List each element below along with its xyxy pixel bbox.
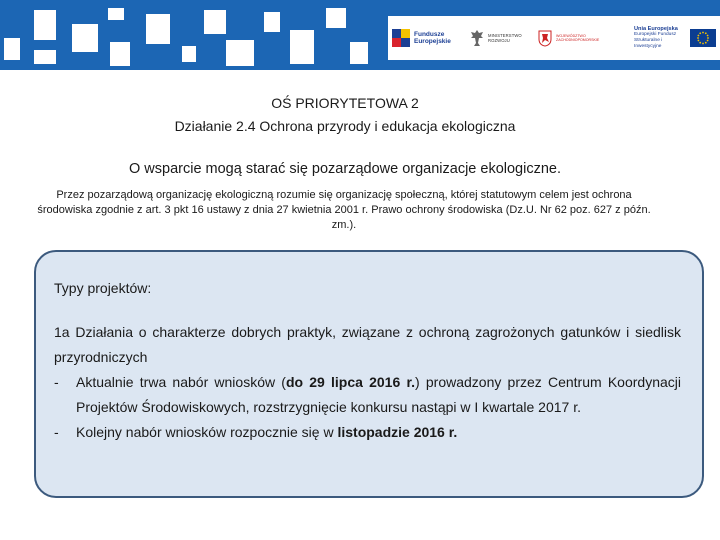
decor-square <box>226 40 254 66</box>
decor-square <box>204 10 226 34</box>
decor-square <box>110 42 130 66</box>
decor-square <box>72 24 98 52</box>
bullet2-pre: Kolejny nabór wniosków rozpocznie się w <box>76 424 338 440</box>
unia-sub-line-2: Strukturalne i Inwestycyjne <box>634 38 663 49</box>
wojewodztwo-line-2: ZACHODNIOPOMORSKIE <box>556 38 600 42</box>
decor-square <box>182 46 196 62</box>
support-highlight: pozarządowe organizacje ekologiczne <box>311 161 557 177</box>
header-banner <box>0 0 720 70</box>
logo-strip <box>388 16 720 60</box>
bullet1-post: ) prowadzony przez Centrum Koordynacji Projektów Środowiskowych, rozstrzygnięcie konkursu nastąpi w I kwartale 2017 r. <box>76 374 681 415</box>
wojewodztwo-logo <box>538 16 628 60</box>
decor-square <box>350 42 368 64</box>
project-types-box <box>34 250 704 498</box>
unia-sub-line-1: Europejski Fundusz <box>634 32 677 38</box>
decor-square <box>264 12 280 32</box>
ministerstwo-line-2: ROZWOJU <box>488 38 510 43</box>
bullet-dash: - <box>54 424 59 440</box>
fundusze-star-icon <box>392 29 410 47</box>
support-line <box>0 160 690 178</box>
decor-square <box>108 8 124 20</box>
polish-eagle-icon <box>470 29 484 47</box>
bullet-item <box>54 370 681 420</box>
ministerstwo-line-1: MINISTERSTWO <box>488 32 522 38</box>
decor-square <box>34 50 56 64</box>
types-label: Typy projektów: <box>54 280 152 296</box>
griffin-shield-icon <box>538 30 552 47</box>
bullet1-pre: Aktualnie trwa nabór wniosków ( <box>76 374 286 390</box>
ministerstwo-rozwoju-logo <box>470 16 534 60</box>
bullet-item <box>54 420 681 445</box>
bullet1-deadline: do 29 lipca 2016 r. <box>285 374 416 390</box>
bullet2-date: listopadzie 2016 r. <box>337 424 458 440</box>
definition-text: Przez pozarządową organizację ekologiczną rozumie się organizację społeczną, której statutowym celem jest ochrona środowiska zgodnie z art. 3 pkt 16 ustawy z dnia 27 kwietnia 2001 r. Prawo ochrony środowiska (Dz.U. Nr 62 poz. 627 z późn. zm.). <box>37 189 651 231</box>
fundusze-europejskie-logo <box>392 16 458 60</box>
fundusze-line-1: Fundusze <box>414 31 445 38</box>
eu-flag-icon <box>690 29 716 47</box>
project-title: 1a Działania o charakterze dobrych praktyk, związane z ochroną zagrożonych gatunków i siedlisk przyrodniczych <box>54 324 681 365</box>
decor-square <box>146 14 170 44</box>
decor-square <box>326 8 346 28</box>
decor-square <box>290 30 314 64</box>
decor-square <box>34 10 56 40</box>
support-suffix: . <box>556 161 561 177</box>
decor-square <box>4 38 20 60</box>
bullet-dash: - <box>54 374 59 390</box>
wojewodztwo-line-1: WOJEWÓDZTWO <box>556 33 586 38</box>
axis-title: OŚ PRIORYTETOWA 2 <box>271 95 419 111</box>
unia-title: Unia Europejska <box>634 25 678 32</box>
support-prefix: O wsparcie mogą starać się <box>128 161 312 177</box>
axis-subtitle: Działanie 2.4 Ochrona przyrody i edukacja ekologiczna <box>174 118 516 134</box>
unia-europejska-logo <box>634 16 720 60</box>
fundusze-line-2: Europejskie <box>414 38 451 45</box>
